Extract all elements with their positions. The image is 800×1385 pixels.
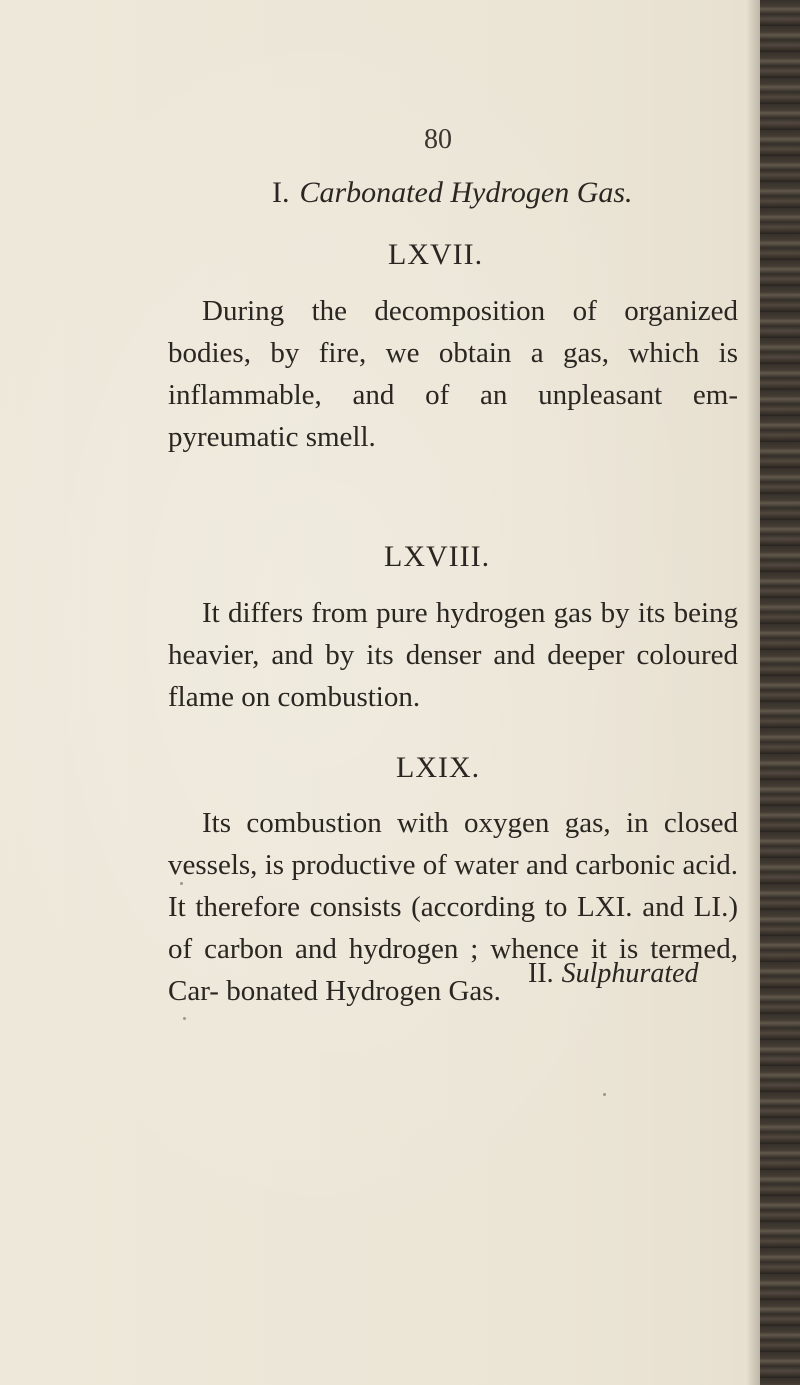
- paragraph-text: During the decomposition of organized bodies, by fire, we obtain a gas, which is inflammable, and of an unpleasant em- pyreumatic smell.: [168, 295, 738, 453]
- paragraph-numeral: LXIX.: [396, 751, 481, 784]
- catchword-title: Sulphurated: [561, 958, 699, 989]
- catchword-numeral: II.: [528, 958, 554, 989]
- catchword: [528, 958, 699, 990]
- paragraph-text: Its combustion with oxygen gas, in closed vessels, is productive of water and carbonic acid. It therefore consists (according to LXI. and LI.) of carbon and hydrogen ; whence it is termed, Car- bonated Hydrogen Gas.: [168, 807, 738, 1007]
- paper-speck: [180, 882, 183, 885]
- paper-speck: [603, 1093, 606, 1096]
- section-heading-title: Carbonated Hydrogen Gas.: [299, 176, 633, 209]
- section-heading: [272, 176, 633, 210]
- section-heading-numeral: I.: [272, 176, 290, 209]
- paper-speck: [183, 1017, 186, 1020]
- page-number: 80: [424, 124, 452, 155]
- book-binding-edge: [760, 0, 800, 1385]
- paragraph-numeral: LXVIII.: [384, 540, 491, 573]
- paragraph-text: It differs from pure hydrogen gas by its being heavier, and by its denser and deeper coloured flame on combustion.: [168, 597, 738, 713]
- paragraph-numeral: LXVII.: [388, 238, 484, 271]
